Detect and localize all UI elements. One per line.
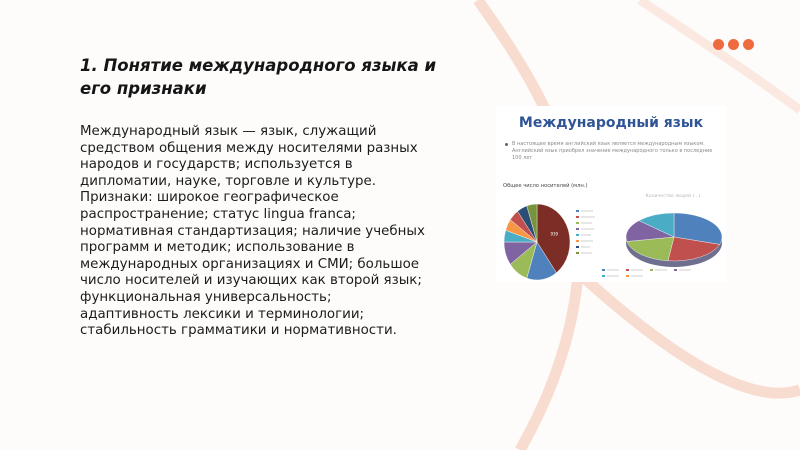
left-chart-data-label: 939: [550, 231, 559, 237]
slide-title: 1. Понятие международного языка и его признаки: [80, 56, 437, 98]
embedded-bullet-text: В настоящее время английский язык является международным языком. Английский язык приобрел значение международного только в последние 100 лет: [504, 141, 719, 162]
embedded-slide-image: [496, 106, 726, 282]
left-chart-pie: [504, 204, 570, 280]
slide-body-text: Международный язык — язык, служащий средством общения между носителями разных народов и государств; используется в дипломатии, науке, торговле и культуре. Признаки: широкое географическое распространение; статус lingua franca; нормативная стандартизация; наличие учебных программ и методик; использование в международных организациях и СМИ; большое число носителей и изучающих как второй язык; функциональная универсальность; адаптивность лексики и терминологии; стабильность грамматики и нормативности.: [80, 124, 425, 339]
dot-icon: [743, 39, 754, 50]
dot-icon: [728, 39, 739, 50]
left-chart-caption: Общее число носителей (млн.): [503, 183, 588, 189]
right-chart-pie: [626, 213, 722, 267]
embedded-charts: [496, 106, 726, 282]
decorative-dots: [713, 39, 754, 50]
left-chart-legend: [576, 210, 595, 254]
embedded-slide-title: Международный язык: [518, 115, 704, 131]
dot-icon: [713, 39, 724, 50]
right-chart-caption: Количество людей (...): [645, 194, 701, 199]
right-chart-legend: [602, 269, 691, 277]
